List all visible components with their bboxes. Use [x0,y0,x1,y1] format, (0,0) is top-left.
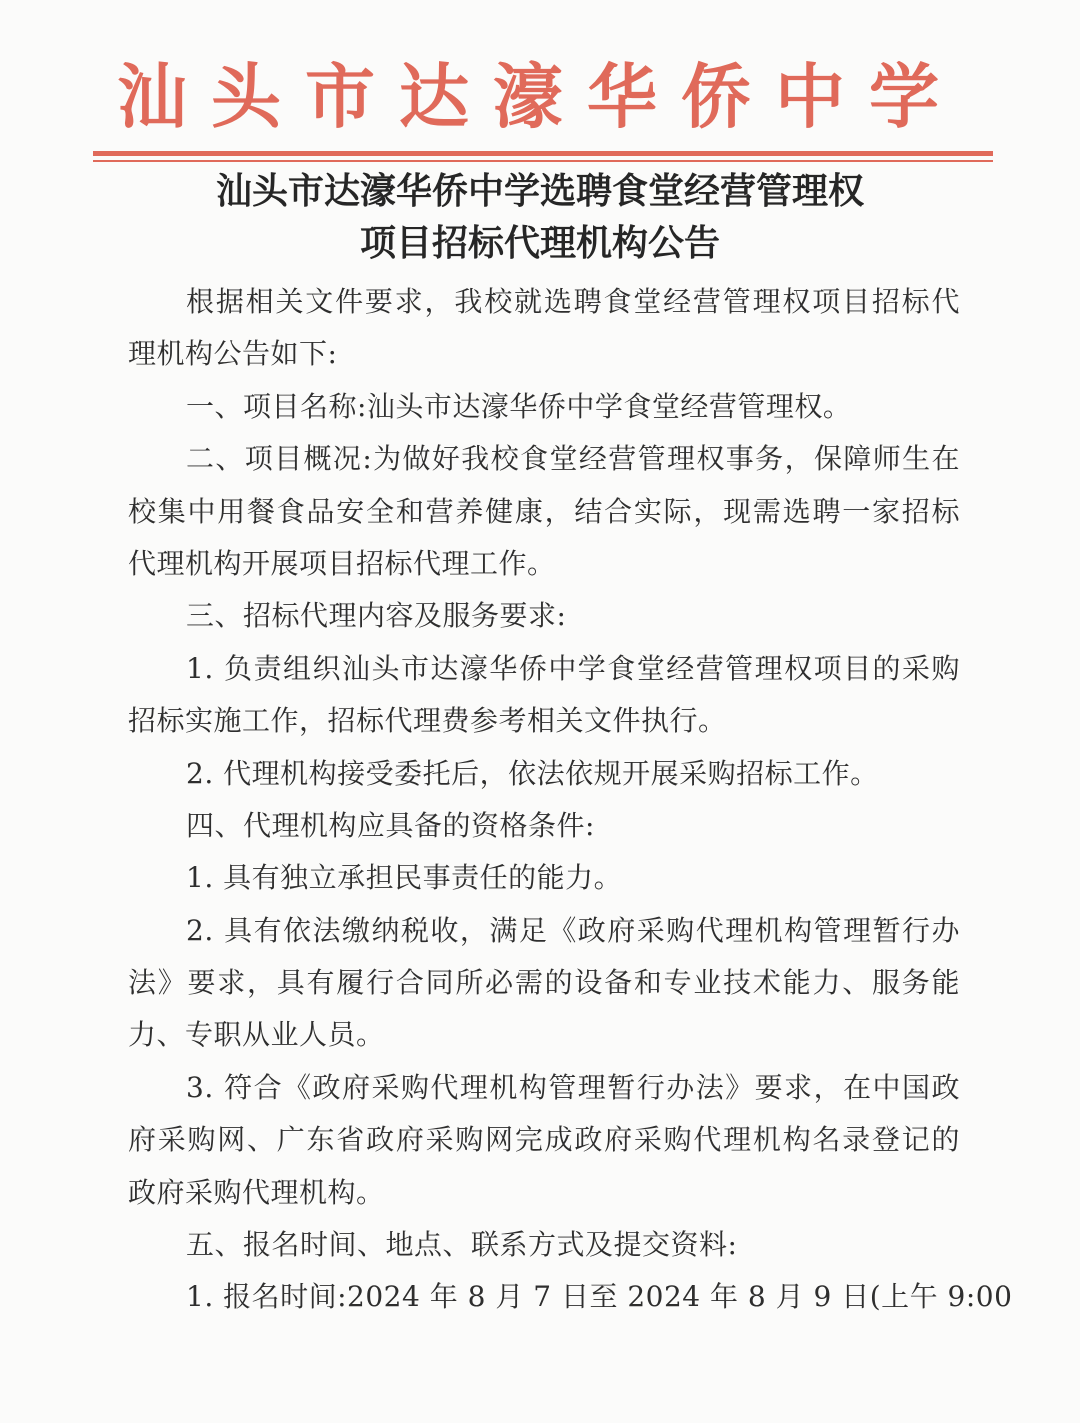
section-heading: 三、招标代理内容及服务要求: [186,599,567,633]
body-paragraph-line: 2. 代理机构接受委托后，依法依规开展采购招标工作。 [186,756,879,790]
letterhead-school-name: 汕头市达濠华侨中学 [117,55,963,138]
section-heading: 五、报名时间、地点、联系方式及提交资料: [186,1228,738,1262]
body-paragraph-line: 3. 符合《政府采购代理机构管理暂行办法》要求，在中国政 [186,1070,960,1104]
body-paragraph-line: 1. 负责组织汕头市达濠华侨中学食堂经营管理权项目的采购 [186,651,960,685]
body-paragraph-line: 一、项目名称:汕头市达濠华侨中学食堂经营管理权。 [186,389,852,423]
notice-body [128,276,1013,1324]
body-paragraph-line: 招标实施工作，招标代理费参考相关文件执行。 [128,704,727,738]
letterhead-rule-thin [93,160,993,162]
body-paragraph-line: 根据相关文件要求，我校就选聘食堂经营管理权项目招标代 [186,285,960,318]
body-paragraph-line: 法》要求，具有履行合同所必需的设备和专业技术能力、服务能 [128,966,960,1000]
body-paragraph-line: 校集中用餐食品安全和营养健康，结合实际，现需选聘一家招标 [128,494,960,528]
notice-title-line-2: 项目招标代理机构公告 [359,223,720,264]
section-heading: 四、代理机构应具备的资格条件: [186,808,595,842]
body-paragraph-line: 政府采购代理机构。 [128,1175,385,1209]
body-paragraph-line: 力、专职从业人员。 [128,1018,385,1052]
body-paragraph-line: 二、项目概况:为做好我校食堂经营管理权事务，保障师生在 [186,442,960,476]
body-paragraph-line: 府采购网、广东省政府采购网完成政府采购代理机构名录登记的 [128,1123,960,1157]
notice-title-line-1: 汕头市达濠华侨中学选聘食堂经营管理权 [215,171,864,212]
body-paragraph-line: 1. 具有独立承担民事责任的能力。 [186,861,623,895]
body-paragraph-line: 2. 具有依法缴纳税收，满足《政府采购代理机构管理暂行办 [186,913,960,947]
letterhead-rule-thick [93,151,993,156]
body-paragraph-line: 1. 报名时间:2024 年 8 月 7 日至 2024 年 8 月 9 日(上午 9:00 [186,1280,1013,1314]
body-paragraph-line: 代理机构开展项目招标代理工作。 [128,546,556,580]
body-paragraph-line: 理机构公告如下: [128,337,338,371]
